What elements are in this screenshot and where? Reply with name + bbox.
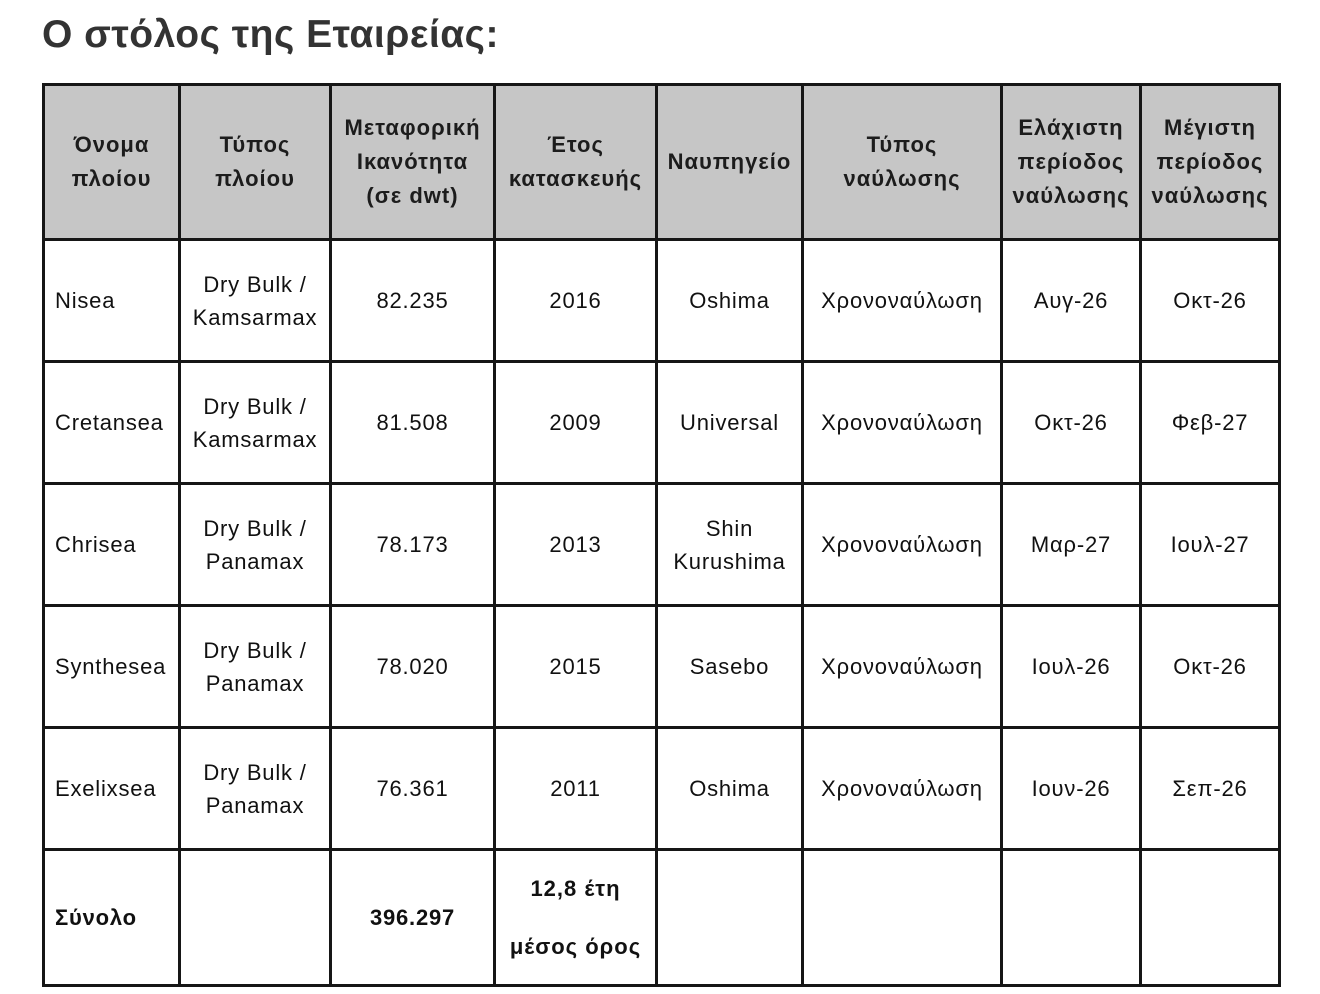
- cell-build-year: 2009: [495, 362, 657, 484]
- table-row: [44, 606, 1280, 728]
- cell-shipyard: Oshima: [657, 728, 803, 850]
- header-vessel-name: Όνομα πλοίου: [44, 85, 180, 240]
- table-header-row: [44, 85, 1280, 240]
- cell-max-charter-period: Σεπ-26: [1141, 728, 1280, 850]
- cell-max-charter-period: Οκτ-26: [1141, 240, 1280, 362]
- header-capacity-dwt: Μεταφορική Ικανότητα (σε dwt): [331, 85, 495, 240]
- cell-vessel-type: Dry Bulk / Panamax: [180, 606, 331, 728]
- table-row: [44, 484, 1280, 606]
- cell-charter-type: Χρονοναύλωση: [803, 728, 1002, 850]
- cell-build-year: 2011: [495, 728, 657, 850]
- cell-shipyard: Sasebo: [657, 606, 803, 728]
- total-label: Σύνολο: [44, 850, 180, 986]
- cell-charter-type: Χρονοναύλωση: [803, 362, 1002, 484]
- total-capacity-dwt: 396.297: [331, 850, 495, 986]
- cell-vessel-type: Dry Bulk / Panamax: [180, 728, 331, 850]
- cell-vessel-name: Synthesea: [44, 606, 180, 728]
- cell-capacity-dwt: 78.020: [331, 606, 495, 728]
- cell-shipyard: Universal: [657, 362, 803, 484]
- cell-capacity-dwt: 78.173: [331, 484, 495, 606]
- table-row: [44, 240, 1280, 362]
- cell-vessel-name: Cretansea: [44, 362, 180, 484]
- cell-max-charter-period: Ιουλ-27: [1141, 484, 1280, 606]
- header-shipyard: Ναυπηγείο: [657, 85, 803, 240]
- header-charter-type: Τύπος ναύλωσης: [803, 85, 1002, 240]
- cell-vessel-type: Dry Bulk / Kamsarmax: [180, 240, 331, 362]
- cell-build-year: 2016: [495, 240, 657, 362]
- cell-min-charter-period: Αυγ-26: [1002, 240, 1141, 362]
- header-build-year: Έτος κατασκευής: [495, 85, 657, 240]
- table-row: [44, 362, 1280, 484]
- total-average-age: 12,8 έτη μέσος όρος: [495, 850, 657, 986]
- cell-max-charter-period: Οκτ-26: [1141, 606, 1280, 728]
- total-empty-cell: [1002, 850, 1141, 986]
- cell-min-charter-period: Οκτ-26: [1002, 362, 1141, 484]
- table-row: [44, 728, 1280, 850]
- cell-capacity-dwt: 76.361: [331, 728, 495, 850]
- total-empty-cell: [1141, 850, 1280, 986]
- cell-max-charter-period: Φεβ-27: [1141, 362, 1280, 484]
- header-vessel-type: Τύπος πλοίου: [180, 85, 331, 240]
- cell-vessel-type: Dry Bulk / Panamax: [180, 484, 331, 606]
- header-max-charter-period: Μέγιστη περίοδος ναύλωσης: [1141, 85, 1280, 240]
- header-min-charter-period: Ελάχιστη περίοδος ναύλωσης: [1002, 85, 1141, 240]
- cell-shipyard: Oshima: [657, 240, 803, 362]
- cell-min-charter-period: Ιουλ-26: [1002, 606, 1141, 728]
- cell-vessel-name: Nisea: [44, 240, 180, 362]
- cell-vessel-name: Exelixsea: [44, 728, 180, 850]
- cell-build-year: 2015: [495, 606, 657, 728]
- cell-capacity-dwt: 82.235: [331, 240, 495, 362]
- cell-min-charter-period: Μαρ-27: [1002, 484, 1141, 606]
- total-empty-cell: [803, 850, 1002, 986]
- total-empty-cell: [180, 850, 331, 986]
- cell-vessel-type: Dry Bulk / Kamsarmax: [180, 362, 331, 484]
- total-empty-cell: [657, 850, 803, 986]
- fleet-table: [42, 83, 1281, 987]
- cell-charter-type: Χρονοναύλωση: [803, 484, 1002, 606]
- cell-shipyard: Shin Kurushima: [657, 484, 803, 606]
- cell-min-charter-period: Ιουν-26: [1002, 728, 1141, 850]
- page-title: Ο στόλος της Εταιρείας:: [42, 13, 499, 56]
- cell-capacity-dwt: 81.508: [331, 362, 495, 484]
- cell-build-year: 2013: [495, 484, 657, 606]
- total-row: [44, 850, 1280, 986]
- cell-vessel-name: Chrisea: [44, 484, 180, 606]
- cell-charter-type: Χρονοναύλωση: [803, 240, 1002, 362]
- cell-charter-type: Χρονοναύλωση: [803, 606, 1002, 728]
